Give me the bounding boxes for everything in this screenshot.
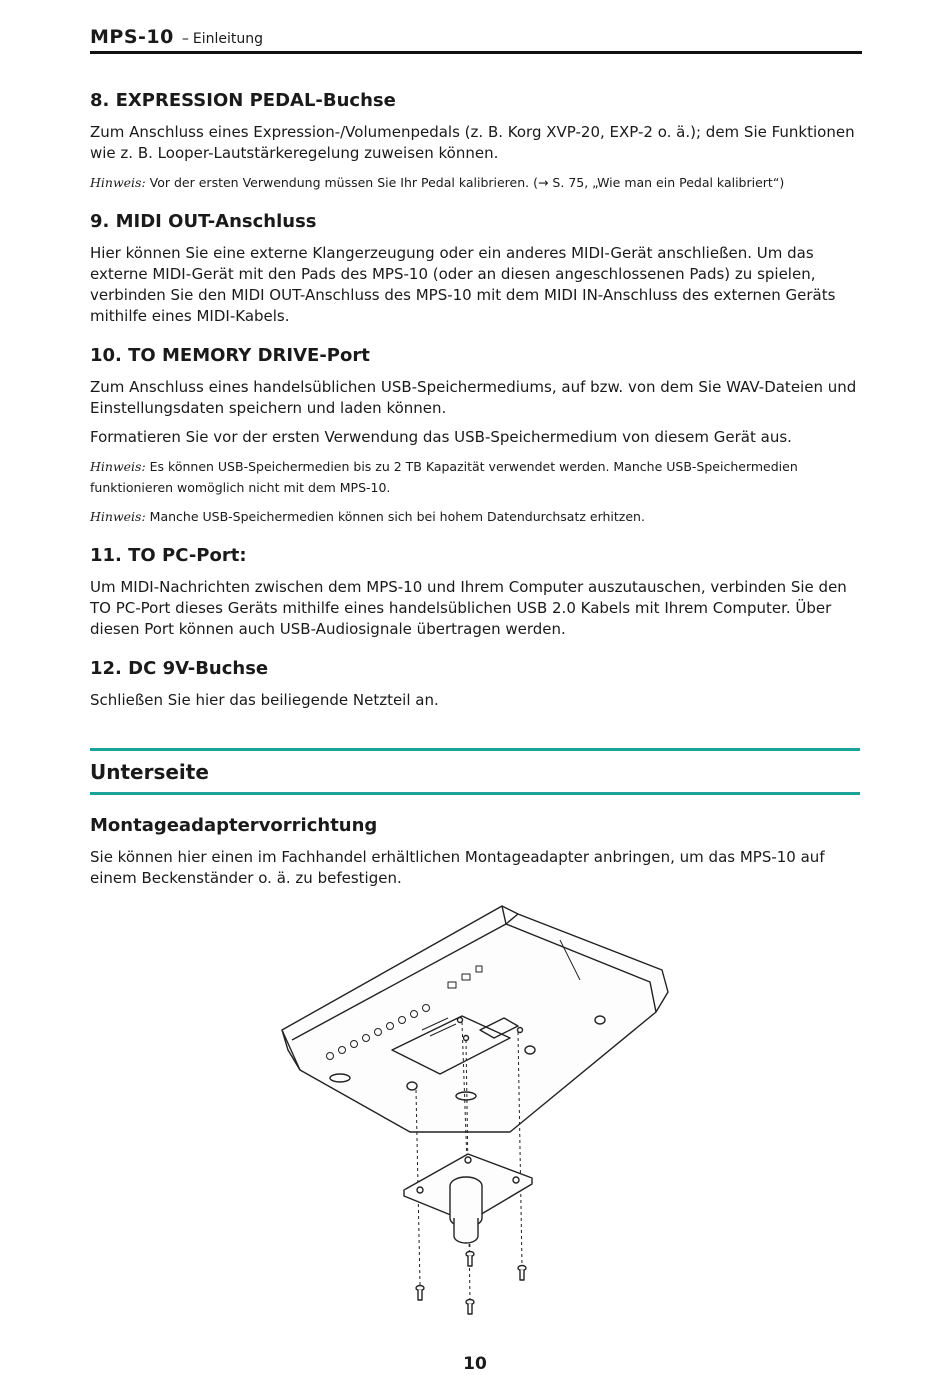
mount-subtitle: Montageadaptervorrichtung — [90, 815, 378, 836]
section-title: 9. MIDI OUT-Anschluss — [90, 211, 317, 232]
section-paragraph: Hier können Sie eine externe Klangerzeugung oder ein anderes MIDI-Gerät anschließen. Um das externe MIDI-Gerät mit den Pads des MPS-10 (oder an diesen angeschlossenen Pads) zu spielen, verbinden Sie den MIDI OUT-Anschluss des MPS-10 mit dem MIDI IN-Anschluss des externen Geräts mithilfe eines MIDI-Kabels. — [90, 244, 836, 325]
note-label: Hinweis: — [90, 509, 146, 524]
section-title: 12. DC 9V-Buchse — [90, 658, 269, 679]
main-content — [90, 90, 862, 729]
section-paragraph: Formatieren Sie vor der ersten Verwendung das USB-Speichermedium von diesem Gerät aus. — [90, 428, 792, 446]
header-rule — [90, 51, 862, 54]
section-paragraph: Schließen Sie hier das beiliegende Netzteil an. — [90, 691, 439, 709]
section-memory-drive — [90, 345, 862, 527]
note-text: Es können USB-Speichermedien bis zu 2 TB Kapazität verwendet werden. Manche USB-Speichermedien funktionieren womöglich nicht mit dem MPS-10. — [90, 459, 798, 495]
mount-adapter — [404, 1154, 532, 1243]
mount-adapter-illustration — [270, 900, 690, 1320]
section-title: 8. EXPRESSION PEDAL-Buchse — [90, 90, 396, 111]
note — [90, 506, 862, 527]
section-paragraph: Zum Anschluss eines Expression-/Volumenpedals (z. B. Korg XVP-20, EXP-2 o. ä.); dem Sie Funktionen wie z. B. Looper-Lautstärkeregelung zuweisen können. — [90, 123, 855, 162]
section-to-pc — [90, 545, 862, 640]
mount-adapter-section — [90, 815, 862, 897]
section-dc-9v — [90, 658, 862, 711]
section-title: 10. TO MEMORY DRIVE-Port — [90, 345, 370, 366]
note-text: Vor der ersten Verwendung müssen Sie Ihr Pedal kalibrieren. (→ S. 75, „Wie man ein Pedal kalibriert“) — [149, 175, 785, 190]
heading-rule-bottom — [90, 792, 860, 795]
note-label: Hinweis: — [90, 459, 146, 474]
screws — [416, 1252, 526, 1315]
underside-heading — [90, 748, 860, 795]
section-midi-out — [90, 211, 862, 327]
section-title: 11. TO PC-Port: — [90, 545, 247, 566]
note-label: Hinweis: — [90, 175, 146, 190]
section-paragraph: Zum Anschluss eines handelsüblichen USB-Speichermediums, auf bzw. von dem Sie WAV-Dateien und Einstellungsdaten speichern und laden können. — [90, 378, 857, 417]
section-paragraph: Um MIDI-Nachrichten zwischen dem MPS-10 und Ihrem Computer auszutauschen, verbinden Sie den TO PC-Port dieses Geräts mithilfe eines handelsüblichen USB 2.0 Kabels mit Ihrem Computer. Über diesen Port können auch USB-Audiosignale übertragen werden. — [90, 578, 847, 638]
page-number: 10 — [463, 1354, 487, 1374]
header-separator: – — [181, 31, 189, 47]
section-expression-pedal — [90, 90, 862, 193]
header-section: Einleitung — [192, 31, 263, 47]
product-name: MPS-10 — [90, 26, 174, 48]
note-text: Manche USB-Speichermedien können sich bei hohem Datendurchsatz erhitzen. — [149, 509, 645, 524]
page-header — [90, 26, 862, 54]
note — [90, 456, 862, 498]
note — [90, 172, 862, 193]
mount-paragraph: Sie können hier einen im Fachhandel erhältlichen Montageadapter anbringen, um das MPS-10 auf einem Beckenständer o. ä. zu befestigen. — [90, 848, 825, 887]
underside-title: Unterseite — [90, 760, 209, 784]
